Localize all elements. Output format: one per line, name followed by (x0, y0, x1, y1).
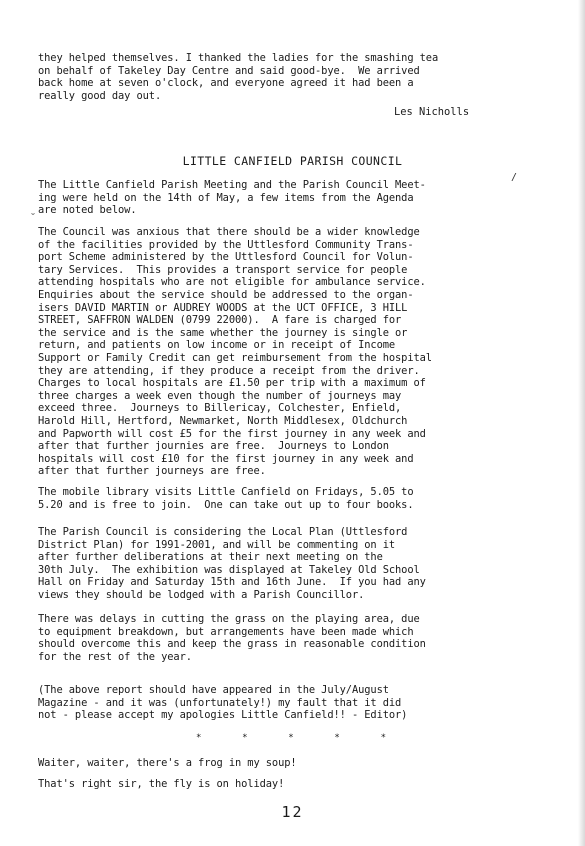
separator-star: * (380, 733, 386, 743)
joke-line-2: That's right sir, the fly is on holiday! (38, 778, 285, 790)
editor-note: (The above report should have appeared in the July/August Magazine - and it was (unfortunately!) my fault that it did not - please accept my apologies Little Canfield!! - Editor) (38, 684, 408, 722)
separator-star: * (242, 733, 248, 743)
separator-star: * (334, 733, 340, 743)
margin-tick-mark: ˘ (30, 213, 37, 224)
separator-star: * (288, 733, 294, 743)
grass-paragraph: There was delays in cutting the grass on the playing area, due to equipment breakdown, but arrangements have been made which should overcome this and keep the grass in reasonable condition for the rest of the year. (38, 613, 426, 663)
page-number: 12 (281, 803, 304, 821)
margin-slash-mark: / (511, 172, 518, 183)
article-signature: Les Nicholls (394, 106, 470, 118)
continued-article-text: they helped themselves. I thanked the ladies for the smashing tea on behalf of Takeley Day Centre and said good-bye. We arrived back home at seven o'clock, and everyone agreed it had been a really good day out. (38, 52, 439, 102)
intro-paragraph: The Little Canfield Parish Meeting and the Parish Council Meet- ing were held on the 14th of May, a few items from the Agenda are noted below. (38, 179, 426, 217)
joke-line-1: Waiter, waiter, there's a frog in my soup! (38, 757, 297, 769)
page-edge-shadow (578, 0, 585, 846)
transport-paragraph: The Council was anxious that there should be a wider knowledge of the facilities provided by the Uttlesford Community Trans- port Scheme administered by the Uttlesford Council for Volun- tary Services. This provides a transport service for people attending hospitals who are not eligible for ambulance service. Enquiries about the service should be addressed to the organ- isers DAVID MARTIN or AUDREY WOODS at the UCT OFFICE, 3 HILL STREET, SAFFRON WALDEN (0799 22000). A fare is charged for the service and is the same whether the journey is single or return, and patients on low income or in receipt of Income Support or Family Credit can get reimbursement from the hospital they are attending, if they produce a receipt from the driver. Charges to local hospitals are £1.50 per trip with a maximum of three charges a week even though the number of journeys may exceed three. Journeys to Billericay, Colchester, Enfield, Harold Hill, Hertford, Newmarket, North Middlesex, Oldchurch and Papworth will cost £5 for the first journey in any week and after that further journies are free. Journeys to London hospitals will cost £10 for the first journey in any week and after that further journeys are free. (38, 226, 432, 478)
section-separator (196, 733, 386, 743)
library-paragraph: The mobile library visits Little Canfield on Fridays, 5.05 to 5.20 and is free to join. One can take out up to four books. (38, 486, 414, 511)
local-plan-paragraph: The Parish Council is considering the Local Plan (Uttlesford District Plan) for 1991-2001, and will be commenting on it after further deliberations at their next meeting on the 30th July. The exhibition was displayed at Takeley Old School Hall on Friday and Saturday 15th and 16th June. If you had any views they should be lodged with a Parish Councillor. (38, 526, 426, 601)
separator-star: * (196, 733, 202, 743)
article-heading: LITTLE CANFIELD PARISH COUNCIL (182, 154, 403, 168)
